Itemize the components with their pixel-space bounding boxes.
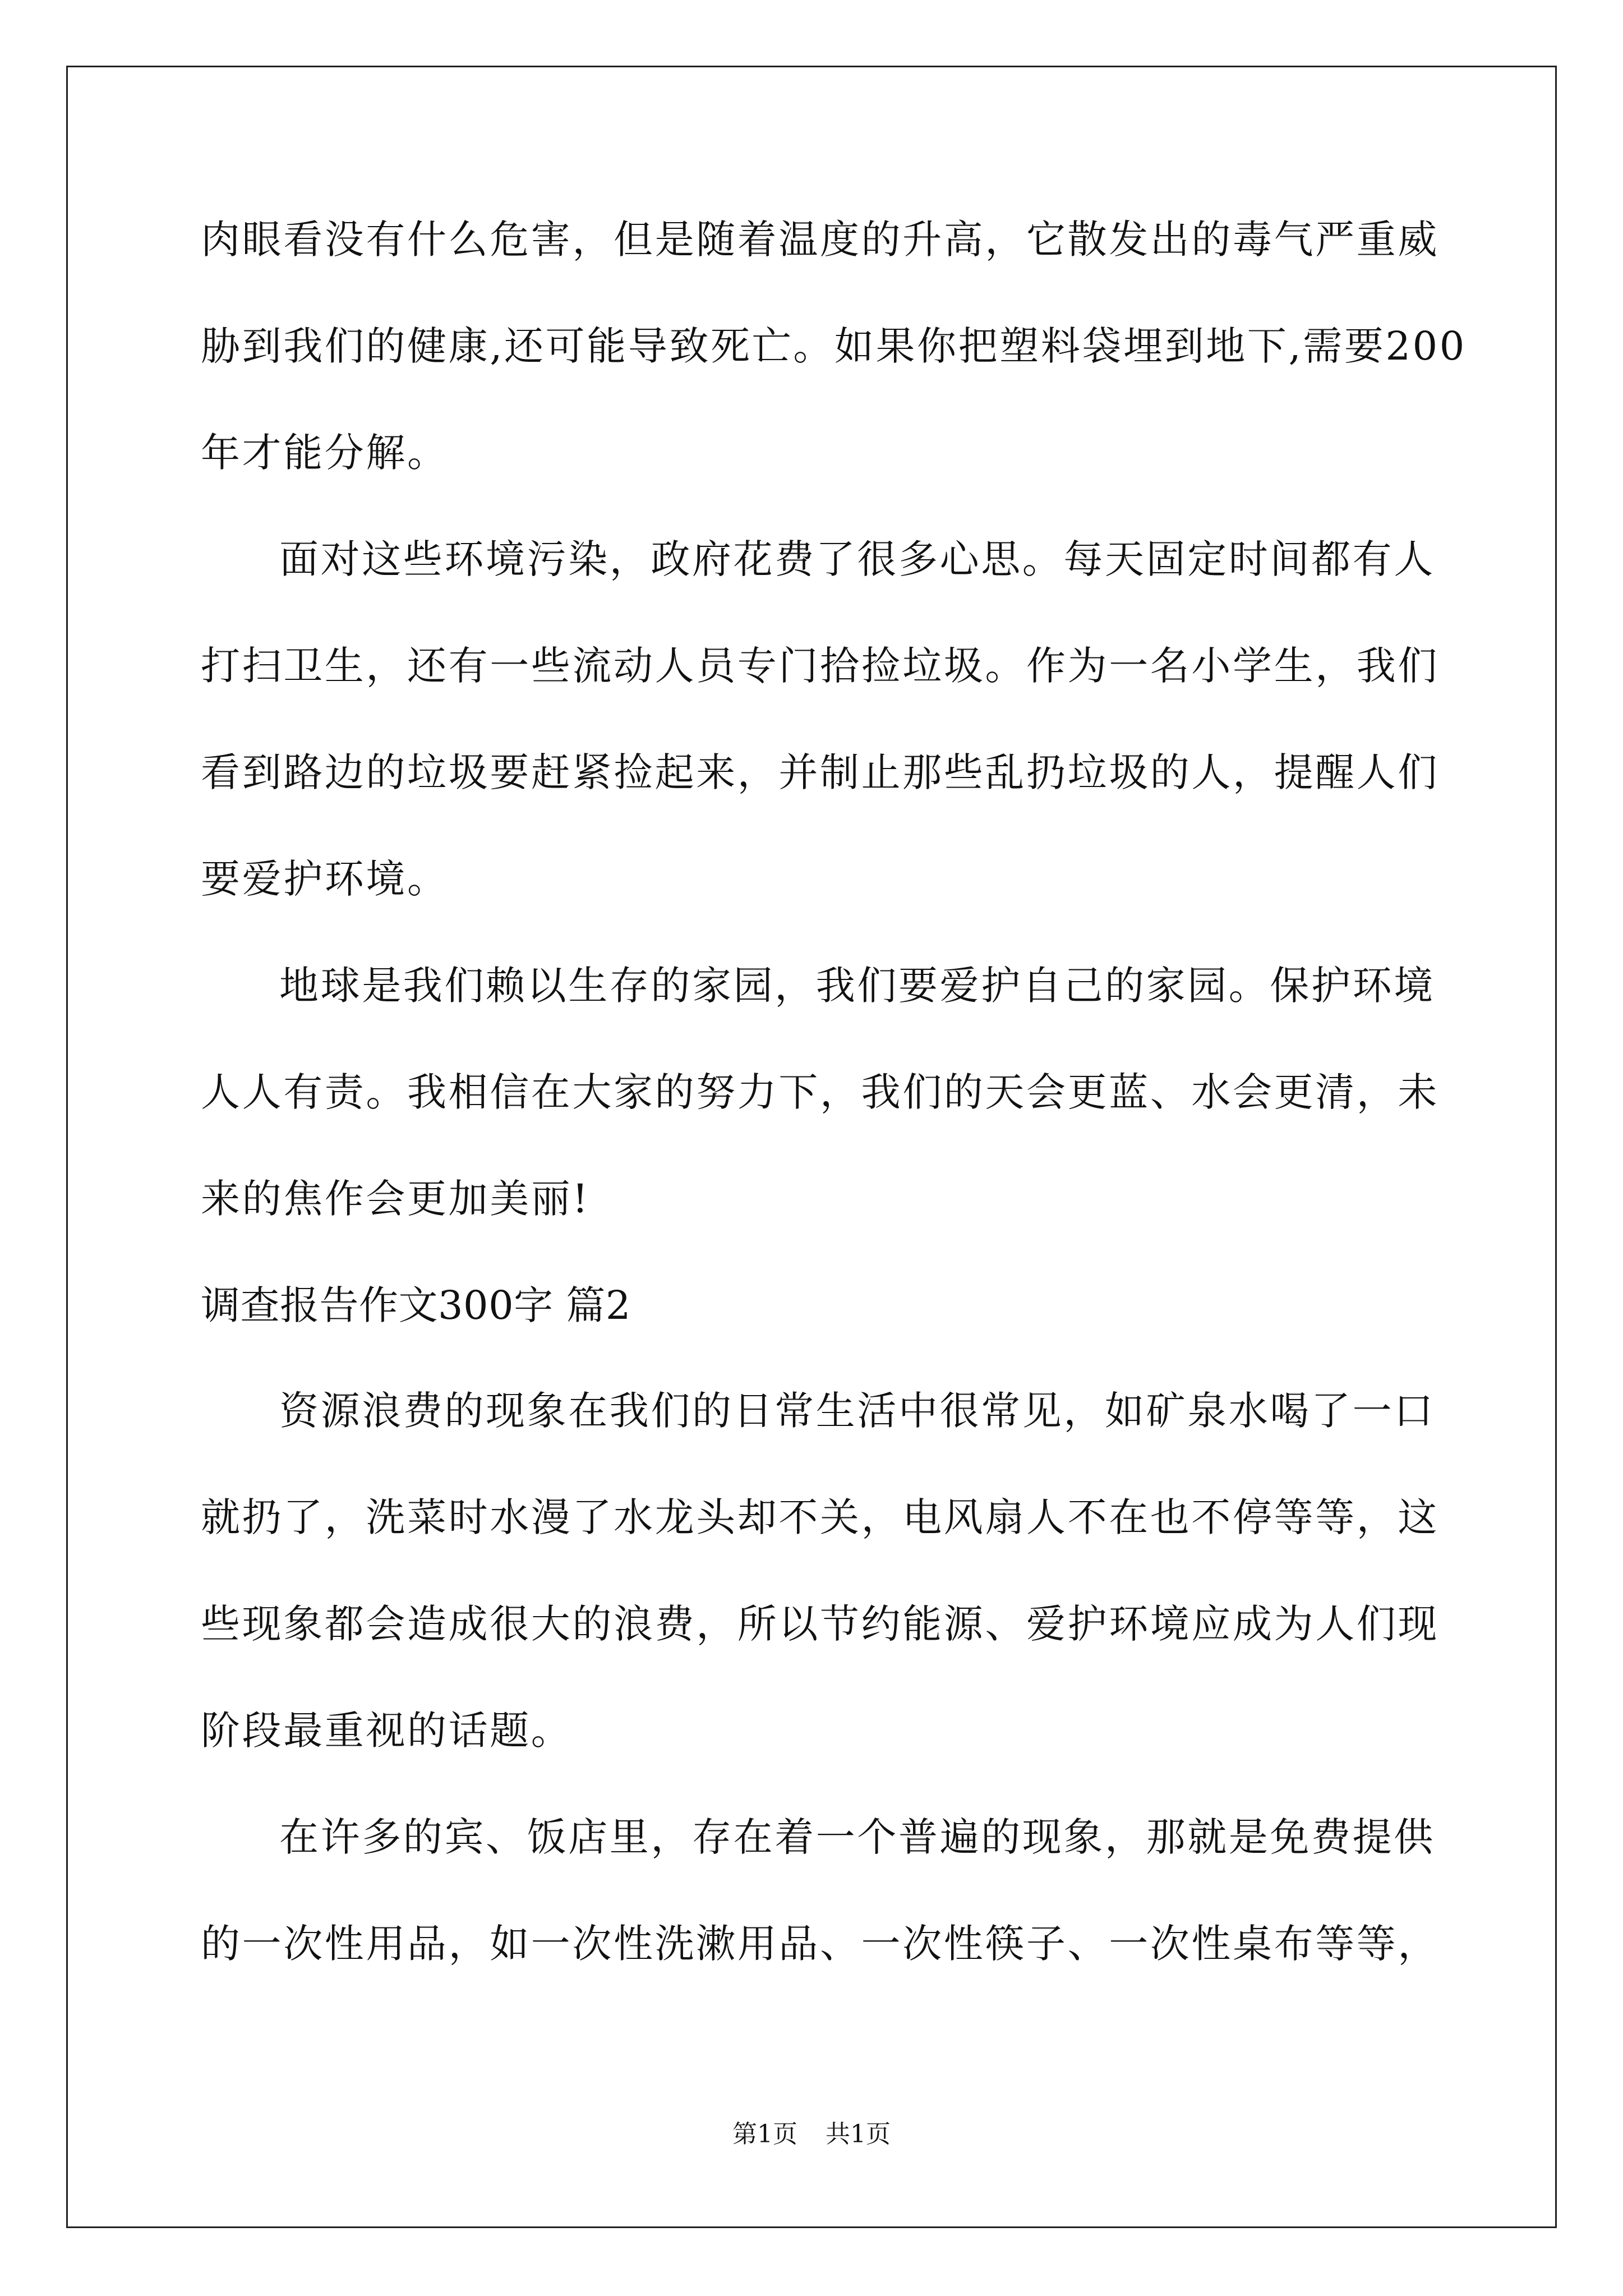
page-number: 第1页 <box>732 2120 797 2148</box>
text-line: 肉眼看没有什么危害，但是随着温度的升高，它散发出的毒气严重威 <box>201 217 1439 263</box>
text-line: 就扔了，洗菜时水漫了水龙头却不关，电风扇人不在也不停等等，这 <box>201 1494 1439 1540</box>
text-line: 阶段最重视的话题。 <box>201 1708 573 1754</box>
section-heading: 调查报告作文300字 篇2 <box>201 1282 631 1328</box>
document-body <box>201 217 1467 2031</box>
text-line: 打扫卫生，还有一些流动人员专门拾捡垃圾。作为一名小学生，我们 <box>201 643 1439 689</box>
page-total: 共1页 <box>826 2120 891 2148</box>
paragraph-first-line: 地球是我们赖以生存的家园，我们要爱护自己的家园。保护环境 <box>279 963 1435 1009</box>
text-line: 看到路边的垃圾要赶紧捡起来，并制止那些乱扔垃圾的人，提醒人们 <box>201 749 1439 795</box>
paragraph-first-line: 面对这些环境污染，政府花费了很多心思。每天固定时间都有人 <box>279 536 1435 582</box>
paragraph-first-line: 在许多的宾、饭店里，存在着一个普遍的现象，那就是免费提供 <box>279 1814 1435 1860</box>
text-line: 年才能分解。 <box>201 430 449 476</box>
text-line: 人人有责。我相信在大家的努力下，我们的天会更蓝、水会更清，未 <box>201 1069 1439 1115</box>
text-line: 要爱护环境。 <box>201 856 449 902</box>
page-footer <box>0 2122 1623 2147</box>
text-line: 胁到我们的健康,还可能导致死亡。如果你把塑料袋埋到地下,需要200 <box>201 323 1467 369</box>
text-line: 的一次性用品，如一次性洗漱用品、一次性筷子、一次性桌布等等， <box>201 1921 1439 1967</box>
paragraph-first-line: 资源浪费的现象在我们的日常生活中很常见，如矿泉水喝了一口 <box>279 1388 1435 1434</box>
text-line: 些现象都会造成很大的浪费，所以节约能源、爱护环境应成为人们现 <box>201 1601 1439 1647</box>
text-line: 来的焦作会更加美丽! <box>201 1176 591 1222</box>
